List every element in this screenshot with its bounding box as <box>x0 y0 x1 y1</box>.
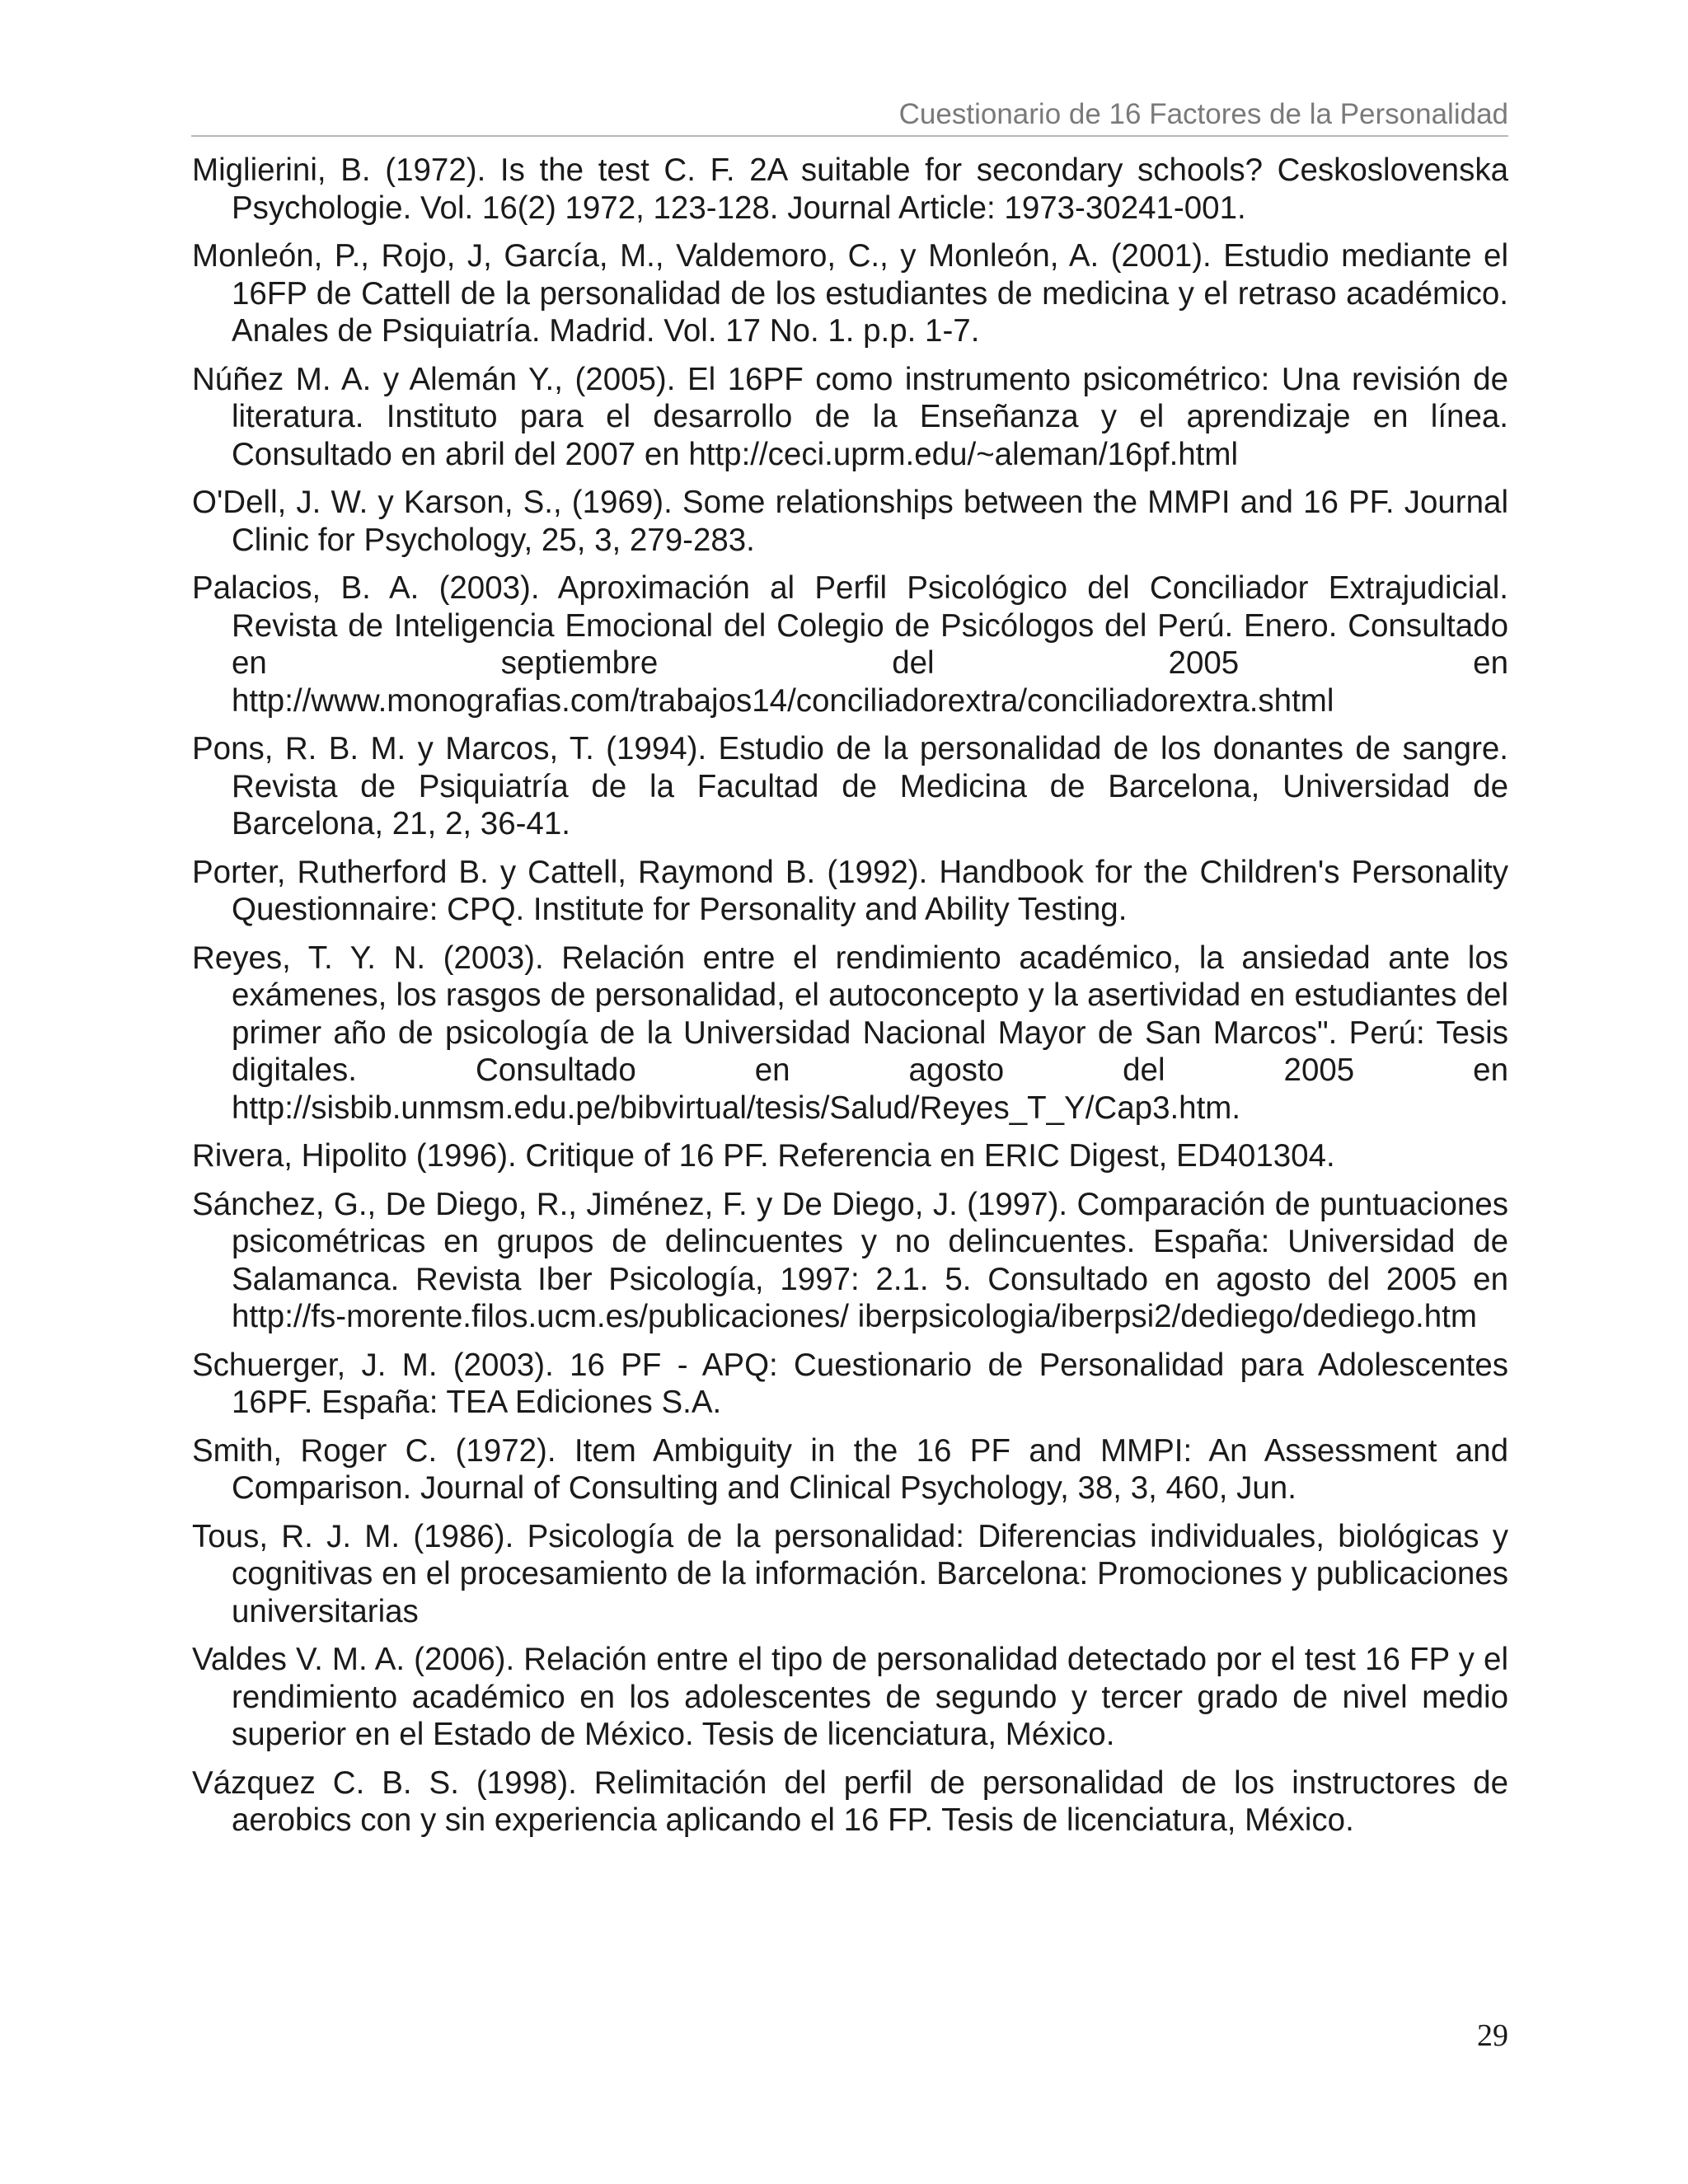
reference-entry: Núñez M. A. y Alemán Y., (2005). El 16PF como instrumento psicométrico: Una revisión de literatura. Instituto para el desarrollo de la Enseñanza y el aprendizaje en línea. Consultado en abril del 2007 en http://ceci.uprm.edu/~aleman/16pf.html <box>192 361 1508 472</box>
reference-entry: Valdes V. M. A. (2006). Relación entre el tipo de personalidad detectado por el test 16 FP y el rendimiento académico en los adolescentes de segundo y tercer grado de nivel medio superior en el Estado de México. Tesis de licenciatura, México. <box>192 1642 1508 1752</box>
reference-entry: Palacios, B. A. (2003). Aproximación al Perfil Psicológico del Conciliador Extrajudicial. Revista de Inteligencia Emocional del Colegio de Psicólogos del Perú. Enero. Consultado en septiembre del 2005 en http://www.monografias.com/trabajos14/conciliadorextra/conciliadorextra.shtml <box>192 570 1508 719</box>
reference-entry: Smith, Roger C. (1972). Item Ambiguity in the 16 PF and MMPI: An Assessment and Comparison. Journal of Consulting and Clinical Psychology, 38, 3, 460, Jun. <box>192 1432 1508 1506</box>
reference-entry: Miglierini, B. (1972). Is the test C. F. 2A suitable for secondary schools? Ceskoslovenska Psychologie. Vol. 16(2) 1972, 123-128. Journal Article: 1973-30241-001. <box>192 152 1508 226</box>
reference-entry: Rivera, Hipolito (1996). Critique of 16 PF. Referencia en ERIC Digest, ED401304. <box>192 1138 1335 1174</box>
reference-entry: Schuerger, J. M. (2003). 16 PF - APQ: Cuestionario de Personalidad para Adolescentes 16PF. España: TEA Ediciones S.A. <box>192 1347 1508 1420</box>
page-number: 29 <box>1477 2018 1508 2053</box>
reference-entry: Pons, R. B. M. y Marcos, T. (1994). Estudio de la personalidad de los donantes de sangre. Revista de Psiquiatría de la Facultad de Medicina de Barcelona, Universidad de Barcelona, 21, 2, 36-41. <box>192 731 1508 841</box>
reference-entry: Monleón, P., Rojo, J, García, M., Valdemoro, C., y Monleón, A. (2001). Estudio mediante el 16FP de Cattell de la personalidad de los estudiantes de medicina y el retraso académico. Anales de Psiquiatría. Madrid. Vol. 17 No. 1. p.p. 1-7. <box>192 238 1508 349</box>
reference-entry: Reyes, T. Y. N. (2003). Relación entre el rendimiento académico, la ansiedad ante los exámenes, los rasgos de personalidad, el autoconcepto y la asertividad en estudiantes del primer año de psicología de la Universidad Nacional Mayor de San Marcos". Perú: Tesis digitales. Consultado en agosto del 2005 en http://sisbib.unmsm.edu.pe/bibvirtual/tesis/Salud/Reyes_T_Y/Cap3.htm. <box>192 940 1508 1126</box>
reference-entry: Tous, R. J. M. (1986). Psicología de la personalidad: Diferencias individuales, biológicas y cognitivas en el procesamiento de la información. Barcelona: Promociones y publicaciones universitarias <box>192 1518 1508 1629</box>
reference-entry: Vázquez C. B. S. (1998). Relimitación del perfil de personalidad de los instructores de aerobics con y sin experiencia aplicando el 16 FP. Tesis de licenciatura, México. <box>192 1765 1508 1838</box>
reference-entry: Sánchez, G., De Diego, R., Jiménez, F. y De Diego, J. (1997). Comparación de puntuaciones psicométricas en grupos de delincuentes y no delincuentes. España: Universidad de Salamanca. Revista Iber Psicología, 1997: 2.1. 5. Consultado en agosto del 2005 en http://fs-morente.filos.ucm.es/publicaciones/ iberpsicologia/iberpsi2/dediego/dediego.htm <box>192 1186 1508 1334</box>
reference-list <box>192 152 1508 1850</box>
page-header <box>191 94 1508 137</box>
reference-entry: Porter, Rutherford B. y Cattell, Raymond B. (1992). Handbook for the Children's Personality Questionnaire: CPQ. Institute for Personality and Ability Testing. <box>192 854 1508 927</box>
reference-entry: O'Dell, J. W. y Karson, S., (1969). Some relationships between the MMPI and 16 PF. Journal Clinic for Psychology, 25, 3, 279-283. <box>192 485 1508 558</box>
header-title: Cuestionario de 16 Factores de la Personalidad <box>898 98 1508 130</box>
